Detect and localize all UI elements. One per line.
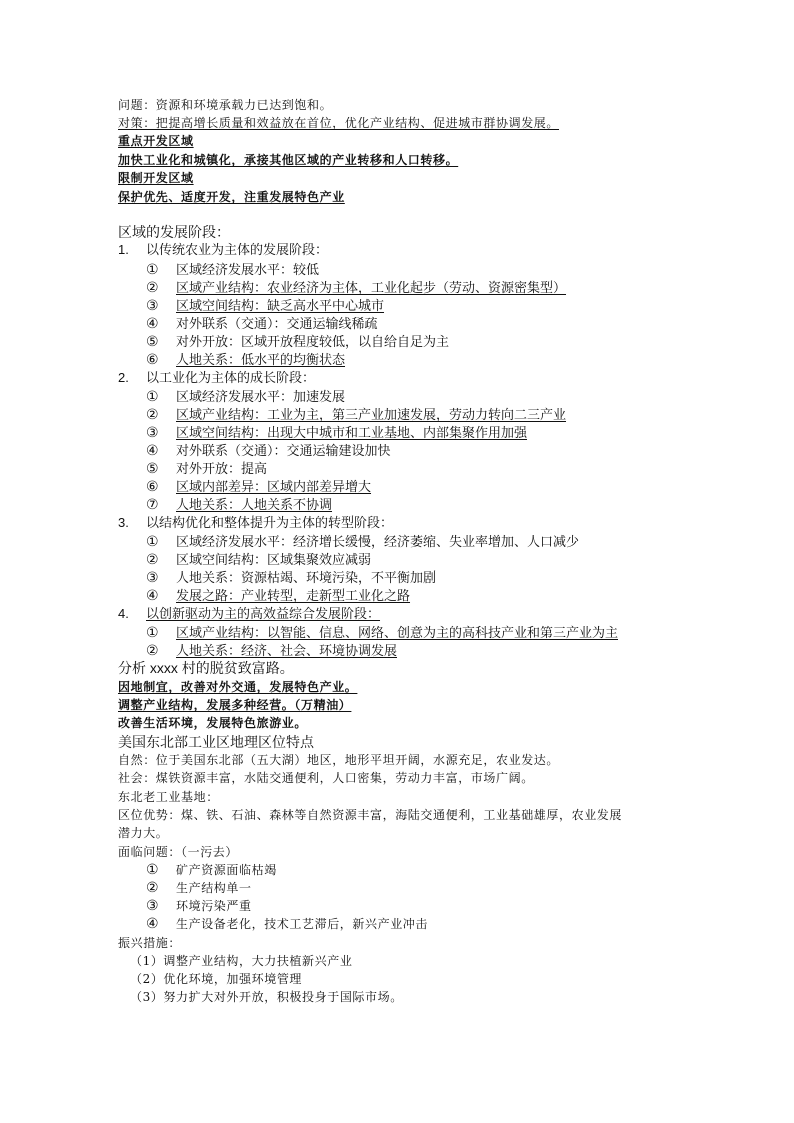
stage-2-number: 2. bbox=[118, 370, 129, 385]
list-item: ④ 对外联系（交通）：交通运输线稀疏 bbox=[146, 315, 378, 331]
stage-1-title bbox=[118, 241, 328, 259]
village-line-2: 调整产业结构，发展多种经营。（万精油） bbox=[118, 698, 352, 712]
measure-item-3: （3）努力扩大对外开放，积极投身于国际市场。 bbox=[130, 990, 403, 1004]
list-item: ③ 环境污染严重 bbox=[146, 898, 252, 914]
list-item: ② 区域产业结构：工业为主，第三产业加速发展，劳动力转向二三产业 bbox=[146, 406, 567, 422]
stage-3-number: 3. bbox=[118, 515, 129, 530]
list-item: ④ 对外联系（交通）：交通运输建设加快 bbox=[146, 442, 391, 458]
stage-1-number: 1. bbox=[118, 242, 129, 257]
list-item: ③ 人地关系：资源枯竭、环境污染，不平衡加剧 bbox=[146, 569, 437, 585]
northeast-advantage-2: 潜力大。 bbox=[118, 826, 169, 840]
problems-heading: 面临问题：（一污去） bbox=[118, 845, 239, 859]
stages-heading: 区域的发展阶段： bbox=[118, 224, 230, 240]
stage-1-title-text: 以传统农业为主体的发展阶段： bbox=[146, 242, 329, 257]
us-society: 社会：煤铁资源丰富，水陆交通便利，人口密集，劳动力丰富，市场广阔。 bbox=[118, 771, 534, 785]
list-item: ① 区域经济发展水平：较低 bbox=[146, 261, 320, 277]
measures-heading: 振兴措施： bbox=[118, 936, 182, 950]
stage-4-title-text: 以创新驱动为主的高效益综合发展阶段： bbox=[146, 606, 381, 621]
list-item: ② 人地关系：经济、社会、环境协调发展 bbox=[146, 642, 398, 658]
list-item: ② 区域空间结构：区域集聚效应减弱 bbox=[146, 551, 372, 567]
list-item: ② 生产结构单一 bbox=[146, 880, 252, 896]
zone-key-heading: 重点开发区域 bbox=[118, 134, 194, 148]
list-item: ④ 生产设备老化，技术工艺滞后，新兴产业冲击 bbox=[146, 916, 429, 932]
village-line-1: 因地制宜，改善对外交通，发展特色产业。 bbox=[118, 680, 358, 694]
zone-limited-description: 保护优先、适度开发，注重发展特色产业 bbox=[118, 190, 345, 204]
list-item: ① 矿产资源面临枯竭 bbox=[146, 862, 277, 878]
measure-item-2: （2）优化环境，加强环境管理 bbox=[130, 972, 303, 986]
list-item: ① 区域产业结构：以智能、信息、网络、创意为主的高科技产业和第三产业为主 bbox=[146, 624, 619, 640]
us-heading: 美国东北部工业区地理区位特点 bbox=[118, 734, 314, 750]
zone-limited-heading: 限制开发区域 bbox=[118, 171, 194, 185]
village-line-3: 改善生活环境，发展特色旅游业。 bbox=[118, 716, 308, 730]
list-item: ② 区域产业结构：农业经济为主体，工业化起步（劳动、资源密集型） bbox=[146, 279, 567, 295]
problem-line: 问题：资源和环境承载力已达到饱和。 bbox=[118, 98, 333, 112]
list-item: ⑥ 区域内部差异：区域内部差异增大 bbox=[146, 478, 372, 494]
stage-3-title bbox=[118, 514, 393, 532]
measures-line: 对策：把提高增长质量和效益放在首位，优化产业结构、促进城市群协调发展。 bbox=[118, 116, 560, 130]
zone-key-description: 加快工业化和城镇化，承接其他区域的产业转移和人口转移。 bbox=[118, 153, 459, 167]
list-item: ⑤ 对外开放：区域开放程度较低，以自给自足为主 bbox=[146, 333, 450, 349]
list-item: ③ 区域空间结构：出现大中城市和工业基地、内部集聚作用加强 bbox=[146, 424, 528, 440]
list-item: ① 区域经济发展水平：经济增长缓慢，经济萎缩、失业率增加、人口减少 bbox=[146, 533, 580, 549]
list-item: ④ 发展之路：产业转型，走新型工业化之路 bbox=[146, 587, 411, 603]
list-item: ⑤ 对外开放：提高 bbox=[146, 460, 268, 476]
northeast-advantage-1: 区位优势：煤、铁、石油、森林等自然资源丰富，海陆交通便利，工业基础雄厚，农业发展 bbox=[118, 808, 623, 822]
village-heading: 分析 xxxx 村的脱贫致富路。 bbox=[118, 660, 294, 676]
list-item: ③ 区域空间结构：缺乏高水平中心城市 bbox=[146, 297, 385, 313]
stage-2-title-text: 以工业化为主体的成长阶段： bbox=[146, 370, 316, 385]
northeast-heading: 东北老工业基地： bbox=[118, 790, 219, 804]
stage-4-number: 4. bbox=[118, 606, 129, 621]
list-item: ⑦ 人地关系：人地关系不协调 bbox=[146, 496, 333, 512]
measure-item-1: （1）调整产业结构，大力扶植新兴产业 bbox=[130, 954, 353, 968]
list-item: ⑥ 人地关系：低水平的均衡状态 bbox=[146, 351, 346, 367]
list-item: ① 区域经济发展水平：加速发展 bbox=[146, 388, 346, 404]
stage-4-title bbox=[118, 605, 380, 623]
stage-3-title-text: 以结构优化和整体提升为主体的转型阶段： bbox=[146, 515, 394, 530]
us-nature: 自然：位于美国东北部（五大湖）地区，地形平坦开阔，水源充足，农业发达。 bbox=[118, 753, 560, 767]
stage-2-title bbox=[118, 369, 315, 387]
